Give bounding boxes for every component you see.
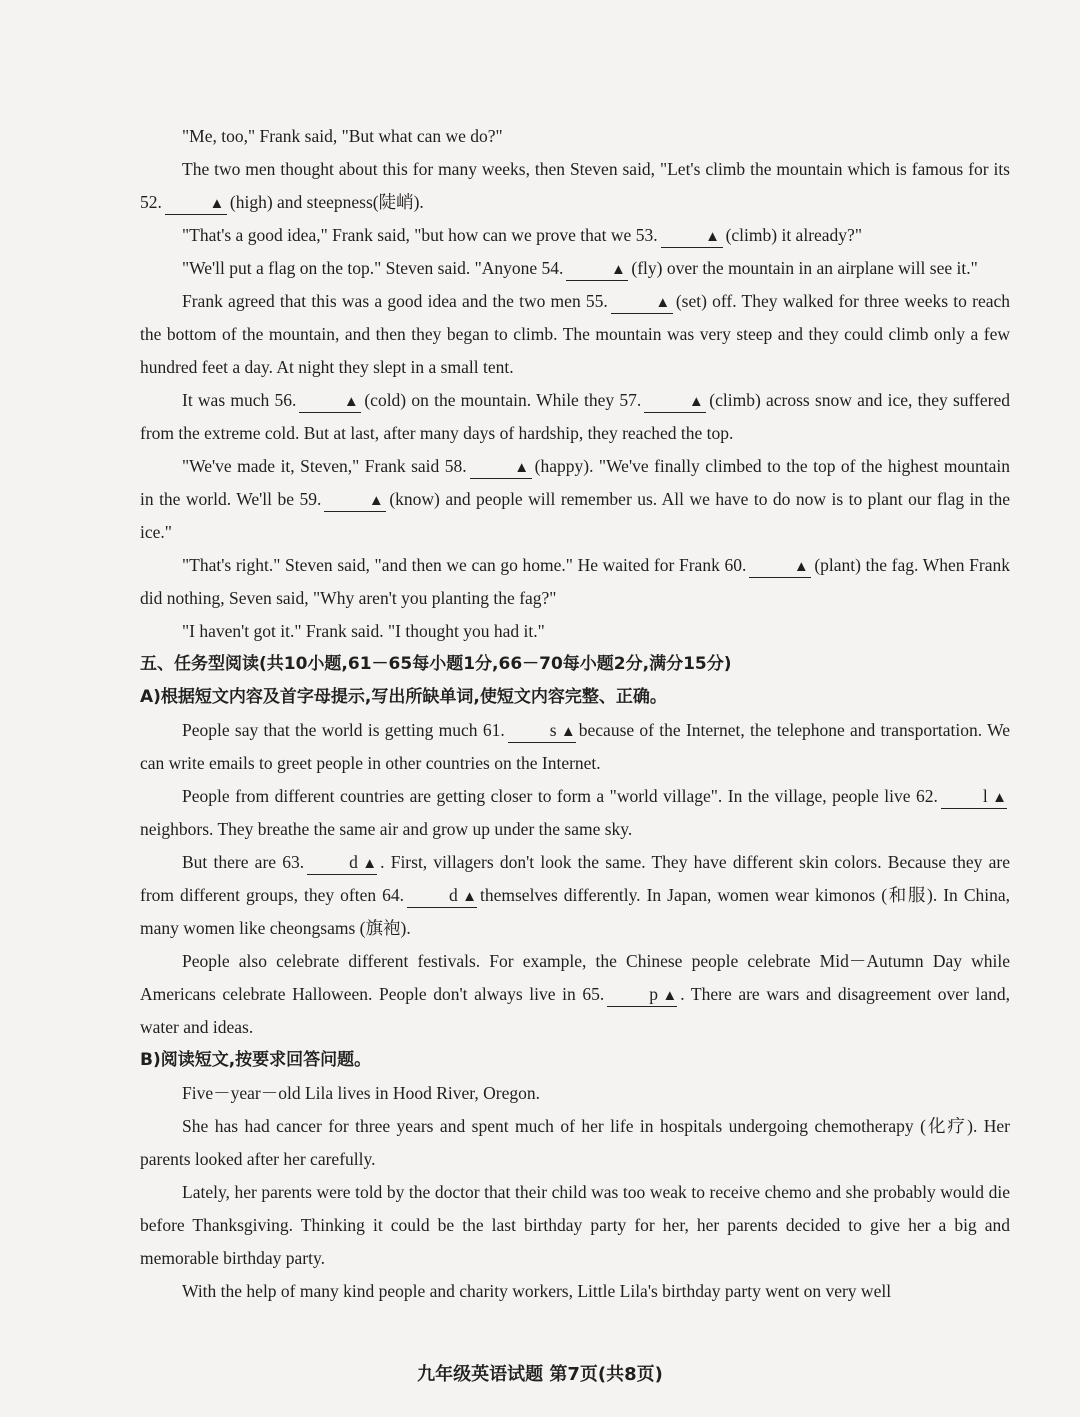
text: It was much 56. bbox=[182, 390, 297, 410]
paragraph: She has had cancer for three years and spent much of her life in hospitals undergoing chemotherapy (化疗). Her parents looked after her carefully. bbox=[140, 1116, 1010, 1169]
text: themselves differently. In Japan, women wear kimonos (和服). In China, many women like cheongsams (旗袍). bbox=[140, 885, 1011, 938]
paragraph bbox=[140, 153, 1010, 219]
text: (cold) on the mountain. While they 57. bbox=[364, 390, 642, 410]
paragraph: Five－year－old Lila lives in Hood River, Oregon. bbox=[182, 1083, 540, 1103]
triangle-mark: ▲ bbox=[368, 493, 384, 509]
text: "Me, too," Frank said, "But what can we do?" bbox=[182, 126, 503, 146]
text: . First, villagers don't look the same. They have different skin colors. Because they are from different groups, they often 64. bbox=[140, 852, 1010, 905]
text: People say that the world is getting much 61. bbox=[182, 720, 505, 740]
text: because of the Internet, the telephone and transportation. We can write emails to greet people in other countries on the Internet. bbox=[140, 720, 1010, 773]
section-title: 五、任务型阅读(共10小题,61－65每小题1分,66－70每小题2分,满分15分) bbox=[140, 654, 732, 674]
hint-letter: p bbox=[649, 984, 659, 1004]
triangle-mark: ▲ bbox=[209, 196, 225, 212]
paragraph bbox=[140, 714, 1010, 780]
triangle-mark: ▲ bbox=[560, 724, 576, 740]
text: Frank agreed that this was a good idea and the two men 55. bbox=[182, 291, 608, 311]
text: "That's a good idea," Frank said, "but how can we prove that we 53. bbox=[182, 225, 658, 245]
answer-blank-54[interactable] bbox=[566, 258, 628, 281]
triangle-mark: ▲ bbox=[462, 889, 477, 905]
paragraph bbox=[140, 846, 1010, 945]
answer-blank-65[interactable] bbox=[607, 984, 677, 1007]
answer-blank-55[interactable] bbox=[611, 291, 673, 314]
text: "We'll put a flag on the top." Steven said. "Anyone 54. bbox=[182, 258, 564, 278]
answer-blank-61[interactable] bbox=[508, 720, 576, 743]
text: But there are 63. bbox=[182, 852, 305, 872]
text: neighbors. They breathe the same air and grow up under the same sky. bbox=[140, 819, 633, 839]
triangle-mark: ▲ bbox=[514, 460, 530, 476]
text: People from different countries are getting closer to form a "world village". In the village, people live 62. bbox=[182, 786, 938, 806]
triangle-mark: ▲ bbox=[655, 295, 671, 311]
answer-blank-52[interactable] bbox=[165, 192, 227, 215]
paragraph bbox=[140, 285, 1010, 384]
answer-blank-56[interactable] bbox=[299, 390, 361, 413]
hint-letter: l bbox=[982, 786, 988, 806]
triangle-mark: ▲ bbox=[610, 262, 626, 278]
text: "I haven't got it." Frank said. "I thought you had it." bbox=[182, 621, 545, 641]
text: (set) off. They walked for three weeks to reach the bottom of the mountain, and then they began to climb. The mountain was very steep and they could climb only a few hundred feet a day. At night they slept in a small tent. bbox=[140, 291, 1011, 377]
text: (climb) it already?" bbox=[725, 225, 862, 245]
triangle-mark: ▲ bbox=[362, 856, 378, 872]
page-footer: 九年级英语试题 第7页(共8页) bbox=[417, 1364, 663, 1385]
hint-letter: s bbox=[549, 720, 557, 740]
text: . There are wars and disagreement over land, water and ideas. bbox=[140, 984, 1010, 1037]
triangle-mark: ▲ bbox=[992, 790, 1007, 806]
hint-letter: d bbox=[349, 852, 358, 872]
text: (fly) over the mountain in an airplane will see it." bbox=[631, 258, 978, 278]
triangle-mark: ▲ bbox=[662, 988, 678, 1004]
answer-blank-59[interactable] bbox=[324, 489, 386, 512]
answer-blank-53[interactable] bbox=[661, 225, 723, 248]
paragraph bbox=[140, 615, 1010, 648]
answer-blank-62[interactable] bbox=[941, 786, 1007, 809]
answer-blank-64[interactable] bbox=[407, 885, 477, 908]
answer-blank-60[interactable] bbox=[749, 555, 811, 578]
text: The two men thought about this for many weeks, then Steven said, "Let's climb the mountain which is famous for its 52. bbox=[140, 159, 1010, 212]
subsection-title-b: B)阅读短文,按要求回答问题。 bbox=[140, 1050, 372, 1070]
text: "We've made it, Steven," Frank said 58. bbox=[182, 456, 467, 476]
subsection-title-a: A)根据短文内容及首字母提示,写出所缺单词,使短文内容完整、正确。 bbox=[140, 687, 667, 707]
paragraph: With the help of many kind people and charity workers, Little Lila's birthday party went on very well bbox=[182, 1281, 892, 1301]
paragraph bbox=[140, 120, 1010, 153]
paragraph bbox=[140, 219, 1010, 252]
paragraph: Lately, her parents were told by the doctor that their child was too weak to receive chemo and she probably would die before Thanksgiving. Thinking it could be the last birthday party for her, her parents decided to give her a big and memorable birthday party. bbox=[140, 1182, 1010, 1268]
paragraph bbox=[140, 780, 1010, 846]
answer-blank-63[interactable] bbox=[307, 852, 377, 875]
text: (plant) the fag. When Frank did nothing, Seven said, "Why aren't you planting the fag?" bbox=[140, 555, 1010, 608]
answer-blank-57[interactable] bbox=[644, 390, 706, 413]
paragraph bbox=[140, 549, 1010, 615]
paragraph bbox=[140, 945, 1010, 1044]
paragraph bbox=[140, 450, 1010, 549]
paragraph bbox=[140, 384, 1010, 450]
answer-blank-58[interactable] bbox=[470, 456, 532, 479]
hint-letter: d bbox=[449, 885, 458, 905]
triangle-mark: ▲ bbox=[343, 394, 359, 410]
text: (know) and people will remember us. All we have to do now is to plant our flag in the ice." bbox=[140, 489, 1011, 542]
page-content bbox=[140, 120, 1010, 1308]
text: (high) and steepness(陡峭). bbox=[229, 192, 424, 212]
paragraph bbox=[140, 252, 1010, 285]
text: People also celebrate different festivals. For example, the Chinese people celebrate Mid－Autumn Day while Americans celebrate Halloween. People don't always live in 65. bbox=[140, 951, 1010, 1004]
triangle-mark: ▲ bbox=[705, 229, 720, 245]
text: (climb) across snow and ice, they suffered from the extreme cold. But at last, after many days of hardship, they reached the top. bbox=[140, 390, 1010, 443]
text: (happy). "We've finally climbed to the top of the highest mountain in the world. We'll be 59. bbox=[140, 456, 1010, 509]
triangle-mark: ▲ bbox=[688, 394, 704, 410]
triangle-mark: ▲ bbox=[793, 559, 809, 575]
text: "That's right." Steven said, "and then we can go home." He waited for Frank 60. bbox=[182, 555, 747, 575]
